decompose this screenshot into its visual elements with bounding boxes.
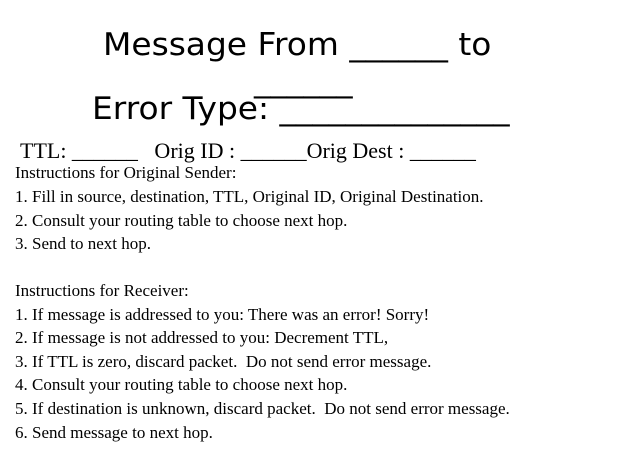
message-title-continuation: ______ xyxy=(254,63,353,99)
receiver-step: 5. If destination is unknown, discard packet. Do not send error message. xyxy=(15,399,510,418)
sender-step: 1. Fill in source, destination, TTL, Original ID, Original Destination. xyxy=(15,187,484,206)
sender-instructions-heading: Instructions for Original Sender: xyxy=(15,163,237,182)
sender-step: 3. Send to next hop. xyxy=(15,234,151,253)
receiver-step: 3. If TTL is zero, discard packet. Do not send error message. xyxy=(15,352,432,371)
receiver-step: 6. Send message to next hop. xyxy=(15,423,213,442)
receiver-step: 4. Consult your routing table to choose next hop. xyxy=(15,375,348,394)
sender-step: 2. Consult your routing table to choose next hop. xyxy=(15,211,348,230)
receiver-step: 2. If message is not addressed to you: Decrement TTL, xyxy=(15,328,389,347)
receiver-instructions-heading: Instructions for Receiver: xyxy=(15,281,189,300)
packet-fields-line: TTL: ______ Orig ID : ______Orig Dest : ______ xyxy=(20,138,476,163)
receiver-step: 1. If message is addressed to you: There was an error! Sorry! xyxy=(15,305,430,324)
message-title: Message From ______ to xyxy=(103,27,492,63)
error-type-label: Error Type: ______________ xyxy=(92,91,510,127)
